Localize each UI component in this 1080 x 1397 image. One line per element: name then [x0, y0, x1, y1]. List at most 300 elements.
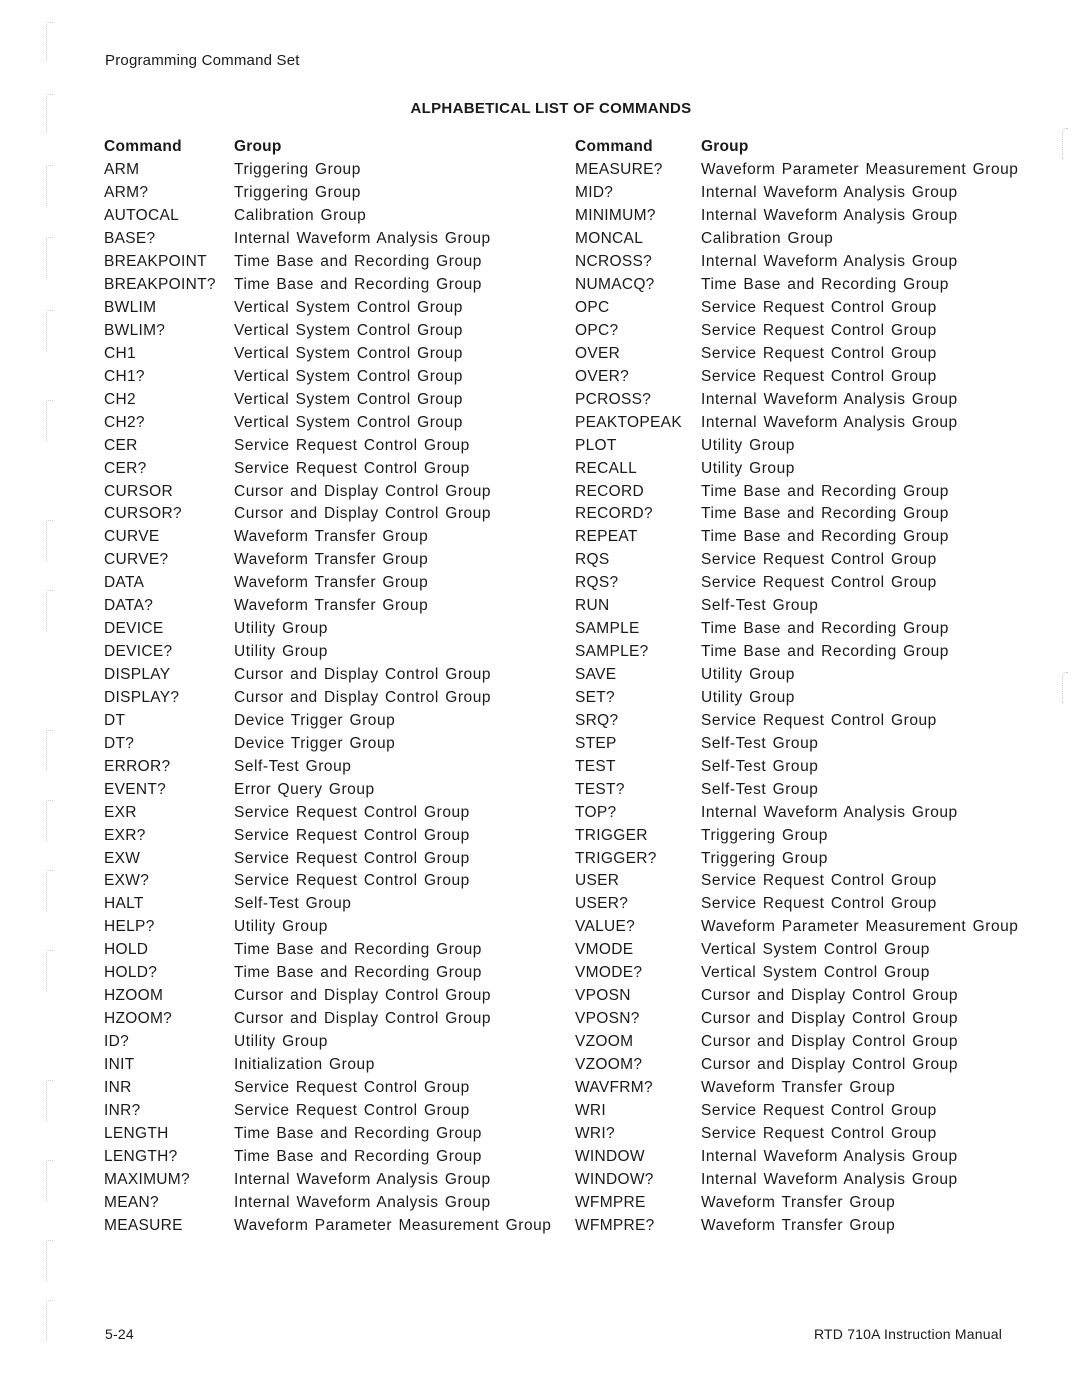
table-row [104, 1054, 551, 1077]
scan-margin-mark [1062, 128, 1068, 159]
command-name: PCROSS? [575, 390, 652, 408]
command-name: INR? [104, 1101, 141, 1119]
scan-margin-mark [46, 870, 53, 911]
command-group: Triggering Group [701, 826, 828, 844]
command-name: LENGTH [104, 1124, 169, 1142]
command-group: Device Trigger Group [234, 711, 396, 729]
table-row [575, 457, 1018, 480]
table-row [104, 388, 551, 411]
command-group: Service Request Control Group [234, 826, 470, 844]
command-name: DISPLAY [104, 666, 171, 684]
table-row [575, 801, 1018, 824]
command-name: SAMPLE? [575, 643, 649, 661]
command-group: Waveform Transfer Group [701, 1078, 896, 1096]
table-row [575, 480, 1018, 503]
command-name: ID? [104, 1033, 130, 1051]
manual-title: RTD 710A Instruction Manual [813, 1326, 1002, 1342]
command-group: Utility Group [701, 666, 795, 684]
scan-margin-mark [46, 520, 53, 561]
command-name: CH2? [104, 413, 145, 431]
command-name: ARM [104, 161, 140, 179]
table-row [104, 342, 551, 365]
command-group: Calibration Group [234, 207, 367, 225]
scan-margin-mark [46, 730, 53, 771]
table-row [104, 847, 551, 870]
command-group: Service Request Control Group [701, 711, 937, 729]
command-group: Waveform Transfer Group [234, 597, 429, 615]
table-row [104, 411, 551, 434]
command-group: Time Base and Recording Group [701, 482, 949, 500]
command-group: Cursor and Display Control Group [701, 1055, 959, 1073]
command-group: Time Base and Recording Group [234, 1124, 482, 1142]
command-name: MAXIMUM? [104, 1170, 190, 1188]
table-row [575, 985, 1018, 1008]
scan-margin-mark [46, 800, 53, 841]
command-group: Time Base and Recording Group [234, 964, 482, 982]
table-row [575, 251, 1018, 274]
command-name: MEAN? [104, 1193, 159, 1211]
table-row [104, 274, 551, 297]
table-row [104, 801, 551, 824]
command-name: BASE? [104, 230, 156, 248]
command-group: Internal Waveform Analysis Group [234, 1170, 491, 1188]
table-row [104, 1099, 551, 1122]
table-row [104, 1168, 551, 1191]
command-group: Cursor and Display Control Group [701, 987, 959, 1005]
scan-margin-mark [46, 400, 53, 441]
table-row [104, 1191, 551, 1214]
command-name: BREAKPOINT? [104, 276, 216, 294]
table-row [575, 1145, 1018, 1168]
scan-margin-mark [46, 310, 53, 351]
table-row [575, 365, 1018, 388]
table-row [575, 228, 1018, 251]
table-row [104, 939, 551, 962]
command-name: ARM? [104, 184, 149, 202]
command-group: Waveform Parameter Measurement Group [234, 1216, 552, 1234]
command-name: TEST [575, 757, 616, 775]
running-header: Programming Command Set [105, 52, 300, 69]
table-row [104, 297, 551, 320]
command-group: Cursor and Display Control Group [234, 688, 492, 706]
table-row [104, 480, 551, 503]
command-group: Internal Waveform Analysis Group [701, 253, 958, 271]
command-name: DT [104, 711, 126, 729]
command-column-header: Command [104, 138, 182, 156]
table-row [104, 572, 551, 595]
command-name: VALUE? [575, 918, 636, 936]
command-name: EVENT? [104, 780, 167, 798]
command-group: Internal Waveform Analysis Group [701, 207, 958, 225]
command-group: Time Base and Recording Group [701, 505, 949, 523]
command-name: WINDOW? [575, 1170, 654, 1188]
command-group: Waveform Transfer Group [234, 528, 429, 546]
command-group: Self-Test Group [701, 597, 819, 615]
command-name: CURVE? [104, 551, 169, 569]
table-row [575, 687, 1018, 710]
command-name: BWLIM [104, 299, 157, 317]
table-row [575, 1214, 1018, 1237]
table-row [104, 687, 551, 710]
group-column-header: Group [701, 138, 749, 156]
command-group: Time Base and Recording Group [234, 1147, 482, 1165]
command-name: EXR [104, 803, 137, 821]
table-row [575, 182, 1018, 205]
command-group: Service Request Control Group [234, 1078, 470, 1096]
table-row [575, 274, 1018, 297]
table-header-row [104, 136, 551, 159]
table-row [575, 342, 1018, 365]
command-group: Time Base and Recording Group [234, 276, 482, 294]
command-name: MID? [575, 184, 614, 202]
command-group: Internal Waveform Analysis Group [701, 1147, 958, 1165]
command-group: Waveform Transfer Group [701, 1216, 896, 1234]
command-group: Initialization Group [234, 1055, 375, 1073]
command-group: Triggering Group [234, 161, 361, 179]
command-group: Vertical System Control Group [234, 344, 463, 362]
table-row [104, 824, 551, 847]
command-group: Utility Group [701, 436, 795, 454]
scan-margin-mark [46, 1300, 53, 1341]
command-name: USER [575, 872, 620, 890]
command-name: EXW [104, 849, 141, 867]
command-group: Service Request Control Group [701, 367, 937, 385]
command-name: OVER [575, 344, 621, 362]
scan-margin-mark [46, 1080, 53, 1121]
command-name: DT? [104, 734, 135, 752]
command-group: Service Request Control Group [701, 344, 937, 362]
table-row [104, 1076, 551, 1099]
scan-margin-mark [46, 1160, 53, 1201]
command-group: Internal Waveform Analysis Group [701, 1170, 958, 1188]
command-group: Error Query Group [234, 780, 375, 798]
command-name: REPEAT [575, 528, 638, 546]
command-name: NCROSS? [575, 253, 653, 271]
command-name: DATA? [104, 597, 154, 615]
command-name: HOLD [104, 941, 149, 959]
command-name: INR [104, 1078, 132, 1096]
command-group: Vertical System Control Group [234, 321, 463, 339]
command-name: PEAKTOPEAK [575, 413, 682, 431]
group-column-header: Group [234, 138, 282, 156]
command-name: MEASURE? [575, 161, 663, 179]
table-row [104, 732, 551, 755]
command-name: OPC [575, 299, 610, 317]
command-name: HELP? [104, 918, 155, 936]
table-row [104, 595, 551, 618]
table-row [575, 526, 1018, 549]
command-group: Time Base and Recording Group [234, 253, 482, 271]
command-group: Self-Test Group [234, 895, 352, 913]
command-group: Cursor and Display Control Group [234, 482, 492, 500]
command-name: CH1 [104, 344, 136, 362]
table-row [104, 457, 551, 480]
command-name: RECORD? [575, 505, 653, 523]
command-name: ERROR? [104, 757, 171, 775]
table-row [104, 916, 551, 939]
command-group: Service Request Control Group [701, 299, 937, 317]
command-name: AUTOCAL [104, 207, 180, 225]
command-table-left [104, 136, 551, 1237]
command-name: SET? [575, 688, 615, 706]
table-row [575, 320, 1018, 343]
command-name: EXR? [104, 826, 146, 844]
table-row [104, 985, 551, 1008]
command-group: Cursor and Display Control Group [234, 1010, 492, 1028]
command-name: DEVICE [104, 620, 164, 638]
command-group: Device Trigger Group [234, 734, 396, 752]
table-row [104, 778, 551, 801]
command-name: OVER? [575, 367, 630, 385]
command-group: Internal Waveform Analysis Group [701, 390, 958, 408]
table-row [104, 251, 551, 274]
scan-margin-mark [46, 22, 53, 61]
scan-margin-mark [46, 1240, 53, 1281]
table-row [104, 1031, 551, 1054]
command-column-header: Command [575, 138, 653, 156]
table-row [104, 182, 551, 205]
command-name: VPOSN? [575, 1010, 640, 1028]
command-name: DEVICE? [104, 643, 173, 661]
table-row [104, 434, 551, 457]
scan-margin-mark [1062, 672, 1068, 703]
command-group: Vertical System Control Group [234, 413, 463, 431]
command-group: Utility Group [701, 688, 795, 706]
command-name: HZOOM? [104, 1010, 173, 1028]
table-row [104, 618, 551, 641]
command-group: Internal Waveform Analysis Group [234, 1193, 491, 1211]
command-name: DATA [104, 574, 145, 592]
command-group: Utility Group [234, 1033, 328, 1051]
command-name: CH2 [104, 390, 136, 408]
table-row [104, 503, 551, 526]
table-row [104, 870, 551, 893]
command-name: PLOT [575, 436, 617, 454]
command-group: Utility Group [234, 918, 328, 936]
command-name: SRQ? [575, 711, 619, 729]
table-row [104, 1145, 551, 1168]
command-name: HOLD? [104, 964, 158, 982]
command-group: Vertical System Control Group [234, 390, 463, 408]
table-row [575, 847, 1018, 870]
table-row [104, 228, 551, 251]
command-name: CURSOR? [104, 505, 182, 523]
command-group: Service Request Control Group [701, 895, 937, 913]
table-row [575, 939, 1018, 962]
command-name: USER? [575, 895, 629, 913]
command-name: WINDOW [575, 1147, 645, 1165]
command-name: RQS [575, 551, 610, 569]
scan-margin-mark [46, 590, 53, 631]
table-row [104, 755, 551, 778]
command-group: Waveform Parameter Measurement Group [701, 918, 1019, 936]
table-row [104, 205, 551, 228]
command-name: RQS? [575, 574, 619, 592]
table-row [575, 709, 1018, 732]
command-group: Service Request Control Group [701, 872, 937, 890]
command-name: WFMPRE [575, 1193, 646, 1211]
table-row [104, 1122, 551, 1145]
table-row [575, 778, 1018, 801]
command-name: SAVE [575, 666, 617, 684]
command-group: Service Request Control Group [701, 574, 937, 592]
command-name: VPOSN [575, 987, 631, 1005]
table-row [104, 1008, 551, 1031]
command-group: Utility Group [701, 459, 795, 477]
command-name: WAVFRM? [575, 1078, 653, 1096]
command-name: CURVE [104, 528, 160, 546]
command-name: WRI [575, 1101, 607, 1119]
command-name: VZOOM? [575, 1055, 643, 1073]
table-row [104, 320, 551, 343]
command-name: RECALL [575, 459, 638, 477]
command-name: WFMPRE? [575, 1216, 655, 1234]
command-name: LENGTH? [104, 1147, 178, 1165]
command-name: MONCAL [575, 230, 644, 248]
table-row [575, 618, 1018, 641]
command-group: Time Base and Recording Group [701, 643, 949, 661]
command-name: VZOOM [575, 1033, 634, 1051]
command-name: SAMPLE [575, 620, 640, 638]
table-row [575, 962, 1018, 985]
command-group: Triggering Group [234, 184, 361, 202]
table-row [104, 893, 551, 916]
command-group: Internal Waveform Analysis Group [701, 184, 958, 202]
table-row [575, 1099, 1018, 1122]
command-group: Vertical System Control Group [701, 941, 930, 959]
command-name: BWLIM? [104, 321, 166, 339]
command-name: TRIGGER [575, 826, 648, 844]
command-name: INIT [104, 1055, 135, 1073]
command-group: Utility Group [234, 643, 328, 661]
command-name: VMODE? [575, 964, 643, 982]
table-row [575, 434, 1018, 457]
command-group: Self-Test Group [701, 757, 819, 775]
command-group: Triggering Group [701, 849, 828, 867]
table-row [575, 916, 1018, 939]
command-group: Waveform Transfer Group [234, 574, 429, 592]
command-name: WRI? [575, 1124, 615, 1142]
table-row [104, 962, 551, 985]
command-group: Service Request Control Group [701, 321, 937, 339]
command-name: OPC? [575, 321, 619, 339]
command-group: Service Request Control Group [701, 1124, 937, 1142]
command-group: Service Request Control Group [234, 803, 470, 821]
command-name: EXW? [104, 872, 150, 890]
page-number: 5-24 [105, 1326, 134, 1342]
command-group: Waveform Transfer Group [701, 1193, 896, 1211]
command-group: Cursor and Display Control Group [701, 1010, 959, 1028]
page-title: ALPHABETICAL LIST OF COMMANDS [410, 100, 692, 117]
command-group: Service Request Control Group [234, 436, 470, 454]
command-group: Service Request Control Group [234, 849, 470, 867]
command-group: Service Request Control Group [234, 459, 470, 477]
command-group: Waveform Parameter Measurement Group [701, 161, 1019, 179]
command-name: CH1? [104, 367, 145, 385]
table-row [104, 664, 551, 687]
table-row [575, 1076, 1018, 1099]
command-group: Cursor and Display Control Group [234, 666, 492, 684]
command-name: TOP? [575, 803, 617, 821]
command-name: RUN [575, 597, 610, 615]
command-group: Time Base and Recording Group [701, 620, 949, 638]
table-row [575, 1168, 1018, 1191]
command-group: Internal Waveform Analysis Group [701, 413, 958, 431]
table-header-row [575, 136, 1018, 159]
table-row [575, 1054, 1018, 1077]
command-group: Waveform Transfer Group [234, 551, 429, 569]
command-group: Internal Waveform Analysis Group [234, 230, 491, 248]
table-row [104, 526, 551, 549]
table-row [575, 755, 1018, 778]
command-table-right [575, 136, 1018, 1237]
table-row [575, 893, 1018, 916]
command-group: Self-Test Group [701, 780, 819, 798]
scan-margin-mark [46, 950, 53, 991]
table-row [575, 1008, 1018, 1031]
command-group: Service Request Control Group [701, 551, 937, 569]
command-group: Time Base and Recording Group [234, 941, 482, 959]
table-row [575, 732, 1018, 755]
scan-margin-mark [46, 165, 53, 206]
table-row [575, 205, 1018, 228]
table-row [104, 365, 551, 388]
table-row [575, 503, 1018, 526]
command-name: HZOOM [104, 987, 164, 1005]
command-group: Time Base and Recording Group [701, 276, 949, 294]
command-name: BREAKPOINT [104, 253, 207, 271]
command-name: CURSOR [104, 482, 173, 500]
table-row [575, 824, 1018, 847]
table-row [575, 1031, 1018, 1054]
command-group: Service Request Control Group [234, 1101, 470, 1119]
command-group: Calibration Group [701, 230, 834, 248]
table-row [575, 411, 1018, 434]
command-name: TRIGGER? [575, 849, 657, 867]
command-group: Vertical System Control Group [234, 367, 463, 385]
scan-margin-mark [46, 237, 53, 278]
table-row [575, 549, 1018, 572]
table-row [575, 297, 1018, 320]
command-group: Vertical System Control Group [701, 964, 930, 982]
command-name: CER? [104, 459, 147, 477]
table-row [104, 549, 551, 572]
table-row [575, 595, 1018, 618]
command-name: TEST? [575, 780, 625, 798]
table-row [575, 641, 1018, 664]
table-row [575, 572, 1018, 595]
command-group: Vertical System Control Group [234, 299, 463, 317]
command-name: MINIMUM? [575, 207, 656, 225]
command-group: Internal Waveform Analysis Group [701, 803, 958, 821]
table-row [575, 1122, 1018, 1145]
table-row [575, 870, 1018, 893]
command-group: Cursor and Display Control Group [234, 505, 492, 523]
command-group: Time Base and Recording Group [701, 528, 949, 546]
command-group: Self-Test Group [234, 757, 352, 775]
command-name: MEASURE [104, 1216, 183, 1234]
command-group: Utility Group [234, 620, 328, 638]
command-name: RECORD [575, 482, 644, 500]
table-row [104, 641, 551, 664]
command-name: HALT [104, 895, 144, 913]
table-row [104, 709, 551, 732]
table-row [575, 1191, 1018, 1214]
command-group: Self-Test Group [701, 734, 819, 752]
command-group: Service Request Control Group [701, 1101, 937, 1119]
command-group: Cursor and Display Control Group [701, 1033, 959, 1051]
command-group: Cursor and Display Control Group [234, 987, 492, 1005]
